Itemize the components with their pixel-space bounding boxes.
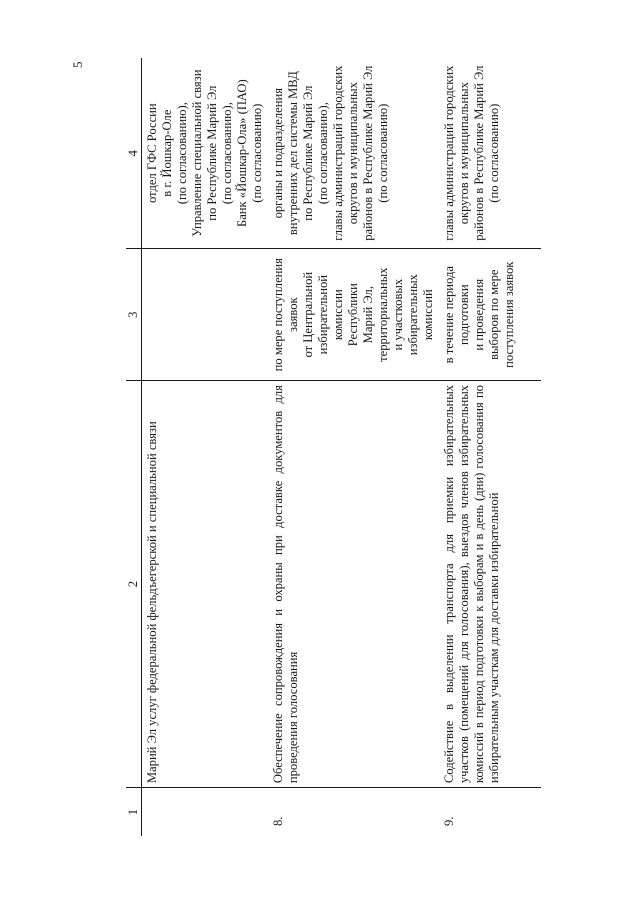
cell-line: районов в Республике Марий Эл	[360, 65, 375, 241]
deadline-cell	[439, 249, 541, 381]
task-cell: Марий Эл услуг федеральной фельдъегерской и специальной связи	[141, 381, 267, 788]
cell-line: в г. Йошкар-Оле	[159, 109, 174, 197]
header-col-2: 2	[126, 381, 141, 788]
table-row	[439, 58, 541, 836]
cell-line: по мере поступления	[270, 258, 285, 372]
row-number	[141, 788, 267, 836]
cell-line: (по согласованию),	[315, 102, 330, 205]
cell-line: подготовки	[456, 284, 471, 345]
table-row	[141, 58, 267, 836]
cell-line: внутренних дел системы МВД	[285, 71, 300, 236]
responsible-cell	[268, 58, 439, 249]
header-col-1: 1	[126, 788, 141, 836]
cell-line: отдел ГФС России	[144, 103, 159, 203]
cell-line: (по согласованию),	[174, 102, 189, 205]
events-table	[126, 58, 541, 836]
row-number: 8.	[268, 788, 439, 836]
cell-line: комиссии	[330, 289, 345, 341]
cell-line: округов и муниципальных	[345, 82, 360, 225]
row-number: 9.	[439, 788, 541, 836]
cell-line: округов и муниципальных	[456, 82, 471, 225]
cell-line: по Республике Марий Эл	[204, 85, 219, 221]
cell-line: Управление специальной связи	[189, 69, 204, 237]
cell-line: районов в Республике Марий Эл	[471, 65, 486, 241]
cell-line: и участковых	[390, 278, 405, 351]
header-col-3: 3	[126, 249, 141, 381]
cell-line: органы и подразделения	[270, 87, 285, 219]
task-cell: Содействие в выделении транспорта для приемки избирательных участков (помещений для голосования), выездов членов избирательных комиссий в период подготовки к выборам и в день (дни) голосования по избирательным участкам для доставки избирательной	[439, 381, 541, 788]
cell-line: (по согласованию)	[486, 103, 501, 203]
cell-line: главы администраций городских	[441, 65, 456, 241]
cell-line: Республики	[345, 283, 360, 347]
cell-line: (по согласованию),	[219, 102, 234, 205]
cell-line: избирательных	[405, 274, 420, 356]
table-row	[268, 58, 439, 836]
header-col-4: 4	[126, 58, 141, 249]
cell-line: комиссий	[420, 289, 435, 341]
rotated-page-content	[126, 58, 514, 836]
cell-line: Марий Эл,	[360, 286, 375, 344]
responsible-cell	[439, 58, 541, 249]
cell-line: Банк «Йошкар-Ола» (ПАО)	[234, 79, 249, 228]
cell-line: от Центральной	[300, 271, 315, 358]
table-header-row	[126, 58, 141, 836]
responsible-cell	[141, 58, 267, 249]
cell-line: и проведения	[471, 278, 486, 351]
cell-line: (по согласованию)	[375, 103, 390, 203]
cell-line: поступления заявок	[501, 261, 516, 368]
cell-line: избирательной	[315, 275, 330, 355]
cell-line: территориальных	[375, 267, 390, 362]
task-cell: Обеспечение сопровождения и охраны при доставке документов для проведения голосования	[268, 381, 439, 788]
cell-line: заявок	[285, 297, 300, 332]
cell-line: в течение периода	[441, 266, 456, 364]
cell-line: выборов по мере	[486, 269, 501, 360]
deadline-cell	[141, 249, 267, 381]
cell-line: (по согласованию)	[249, 103, 264, 203]
cell-line: главы администраций городских	[330, 65, 345, 241]
cell-line: по Республике Марий Эл	[300, 85, 315, 221]
deadline-cell	[268, 249, 439, 381]
page-number: 5	[70, 61, 85, 68]
